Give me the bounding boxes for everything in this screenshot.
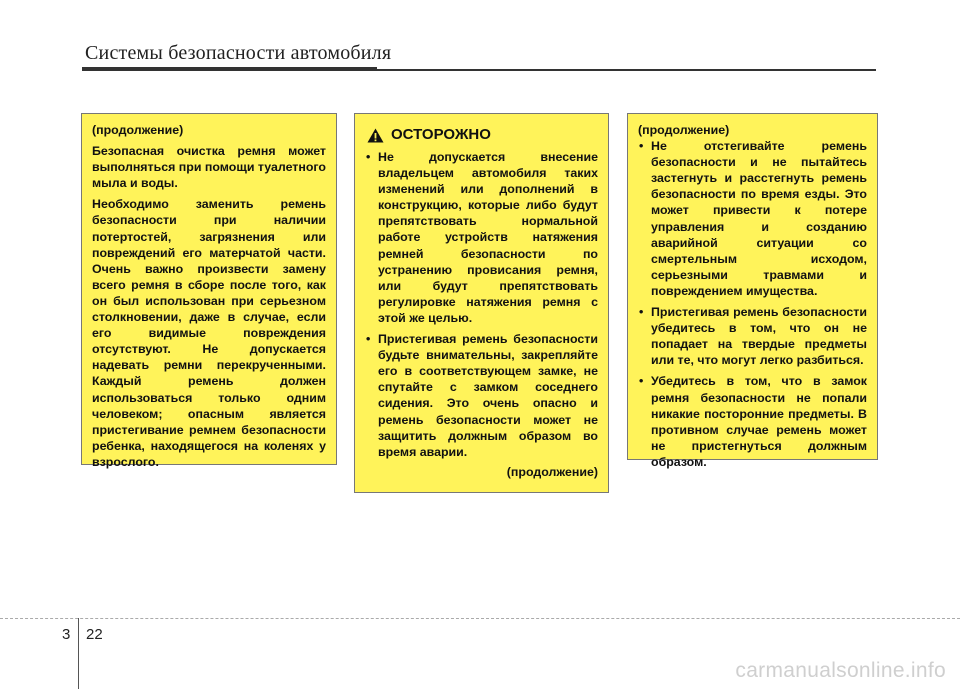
list-item: • Пристегивая ремень безопасности убедитесь в том, что он не попадает на твердые предметы или те, что могут легко разбиться. [638,304,867,368]
paragraph: Безопасная очистка ремня может выполняться при помощи туалетного мыла и воды. [92,144,326,191]
list-item: • Убедитесь в том, что в замок ремня безопасности не попали никакие посторонние предметы. В противном случае ремень может не пристегнуться должным образом. [638,373,867,470]
chapter-number: 3 [62,626,71,643]
header-title: Системы безопасности автомобиля [85,42,392,64]
caution-heading [365,126,598,144]
watermark-text: carmanualsonline.info [735,659,946,682]
paragraph: Необходимо заменить ремень безопасности при наличии потертостей, загрязнения или повреждений его матерчатой части. Очень важно произвести замену всего ремня в сборе после того, как он был использован при серьезном столкновении, даже в случае, если его видимые повреждения отсутствуют. Не допускается надевать ремни перекрученными. Каждый ремень должен использоваться только одним человеком; опасным является пристегивание ремнем безопасности ребенка, находящегося на коленях у взрослого. [92,197,326,469]
continued-label: (продолжение) [92,123,184,137]
caution-list [365,149,598,460]
continued-label: (продолжение) [638,123,730,137]
header-rule-thick [82,67,377,71]
caution-title: ОСТОРОЖНО [391,126,491,143]
list-item: • Не допускается внесение владельцем автомобиля таких изменений или дополнений в конструкцию, которые либо будут препятствовать нормальной работе устройств натяжения ремней безопасности по устранению провисания ремня, или будут препятствовать регулировке натяжения ремня с этой же целью. [365,149,598,326]
caution-list [638,138,867,470]
caution-continued-box [627,113,878,469]
list-item: • Не отстегивайте ремень безопасности и не пытайтесь застегнуть и расстегнуть ремень безопасности по время езды. Это может привести к потере управления и созданию аварийной ситуации со смертельным исходом, серьезными травмами и повреждением имущества. [638,138,867,299]
caution-box [354,113,609,493]
maintenance-info-box [81,113,337,469]
page-number: 22 [86,626,103,643]
warning-triangle-icon [367,128,384,143]
list-item: • Пристегивая ремень безопасности будьте внимательны, закрепляйте его в соответствующем замке, не спутайте с замком соседнего сидения. Это очень опасно и ремень безопасности может не защитить должным образом во время аварии. [365,331,598,460]
continued-label: (продолжение) [506,464,598,479]
footer-divider [0,618,960,619]
footer-vertical-rule [78,618,79,689]
